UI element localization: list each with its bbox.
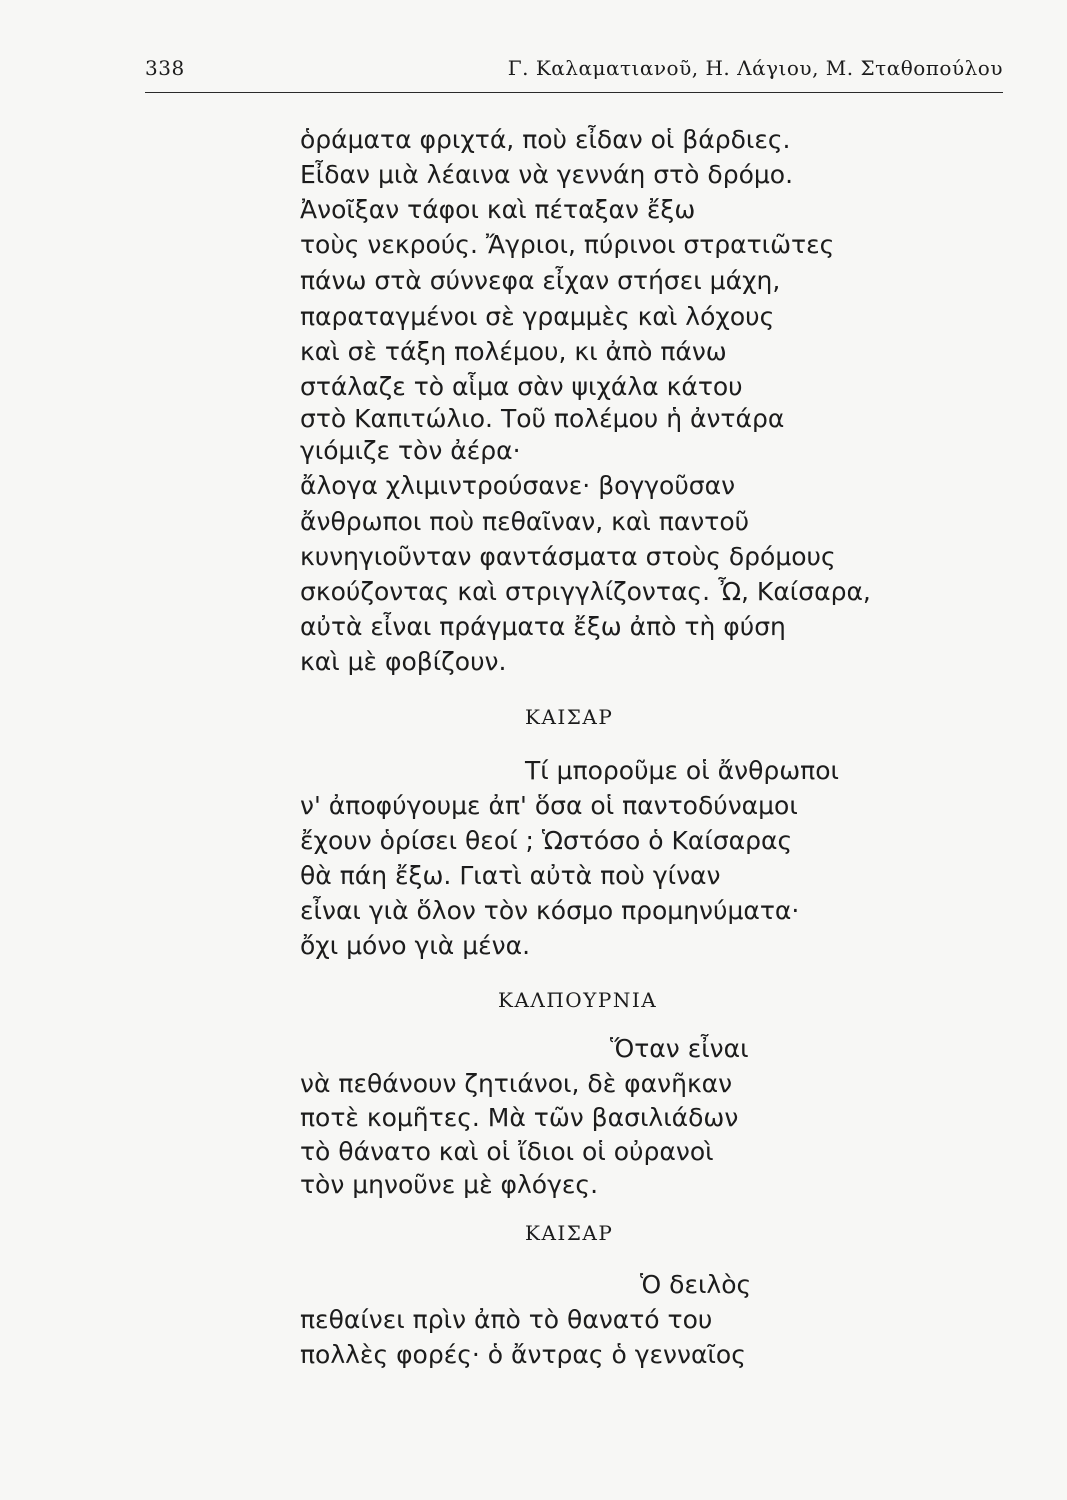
verse-line: ποτὲ κομῆτες. Μὰ τῶν βασιλιάδων <box>300 1103 739 1132</box>
verse-line: ὄχι μόνο γιὰ μένα. <box>300 931 531 960</box>
verse-line: ἄλογα χλιμιντρούσανε· βογγοῦσαν <box>300 471 736 500</box>
verse-line: τὸν μηνοῦνε μὲ φλόγες. <box>300 1170 599 1199</box>
verse-line: παραταγμένοι σὲ γραμμὲς καὶ λόχους <box>300 302 775 331</box>
running-head: Γ. Καλαματιανοῦ, Η. Λάγιου, Μ. Σταθοπούλου <box>507 56 1003 80</box>
verse-line: εἶναι γιὰ ὅλον τὸν κόσμο προμηνύματα· <box>300 896 800 925</box>
page-number: 338 <box>145 56 185 80</box>
verse-line: καὶ μὲ φοβίζουν. <box>300 647 507 676</box>
verse-line: θὰ πάη ἔξω. Γιατὶ αὐτὰ ποὺ γίναν <box>300 861 721 890</box>
verse-line: πεθαίνει πρὶν ἀπὸ τὸ θανατό του <box>300 1305 713 1334</box>
verse-line: κυνηγιοῦνταν φαντάσματα στοὺς δρόμους <box>300 542 836 571</box>
verse-line: ὁράματα φριχτά, ποὺ εἶδαν οἱ βάρδιες. <box>300 125 791 154</box>
speaker-name: ΚΑΙΣΑΡ <box>525 705 614 729</box>
verse-line: Εἶδαν μιὰ λέαινα νὰ γεννάη στὸ δρόμο. <box>300 160 794 189</box>
verse-line: καὶ σὲ τάξη πολέμου, κι ἀπὸ πάνω <box>300 337 727 366</box>
verse-line: Ὁ δειλὸς <box>640 1270 752 1299</box>
verse-line: γιόμιζε τὸν ἀέρα· <box>300 436 521 465</box>
header-rule <box>145 92 1003 93</box>
verse-line: αὐτὰ εἶναι πράγματα ἔξω ἀπὸ τὴ φύση <box>300 612 786 641</box>
verse-line: πάνω στὰ σύννεφα εἶχαν στήσει μάχη, <box>300 266 781 295</box>
verse-line: Ἀνοῖξαν τάφοι καὶ πέταξαν ἔξω <box>300 195 696 224</box>
verse-line: σκούζοντας καὶ στριγγλίζοντας. Ὦ, Καίσαρα, <box>300 577 871 606</box>
verse-line: στάλαζε τὸ αἷμα σὰν ψιχάλα κάτου <box>300 372 743 401</box>
verse-line: Ὅταν εἶναι <box>610 1034 749 1063</box>
verse-line: στὸ Καπιτώλιο. Τοῦ πολέμου ἡ ἀντάρα <box>300 404 785 433</box>
verse-line: τοὺς νεκρούς. Ἄγριοι, πύρινοι στρατιῶτες <box>300 230 835 259</box>
speaker-name: ΚΑΙΣΑΡ <box>525 1221 614 1245</box>
verse-line: τὸ θάνατο καὶ οἱ ἴδιοι οἱ οὐρανοὶ <box>300 1137 714 1166</box>
verse-line: ν' ἀποφύγουμε ἀπ' ὅσα οἱ παντοδύναμοι <box>300 791 798 820</box>
verse-line: ἔχουν ὁρίσει θεοί ; Ὡστόσο ὁ Καίσαρας <box>300 826 793 855</box>
verse-line: πολλὲς φορές· ὁ ἄντρας ὁ γενναῖος <box>300 1340 746 1369</box>
speaker-name: ΚΑΛΠΟΥΡΝΙΑ <box>498 988 658 1012</box>
verse-line: Τί μποροῦμε οἱ ἄνθρωποι <box>525 756 839 785</box>
verse-line: νὰ πεθάνουν ζητιάνοι, δὲ φανῆκαν <box>300 1069 733 1098</box>
page-header <box>145 56 1003 86</box>
verse-line: ἄνθρωποι ποὺ πεθαῖναν, καὶ παντοῦ <box>300 507 750 536</box>
